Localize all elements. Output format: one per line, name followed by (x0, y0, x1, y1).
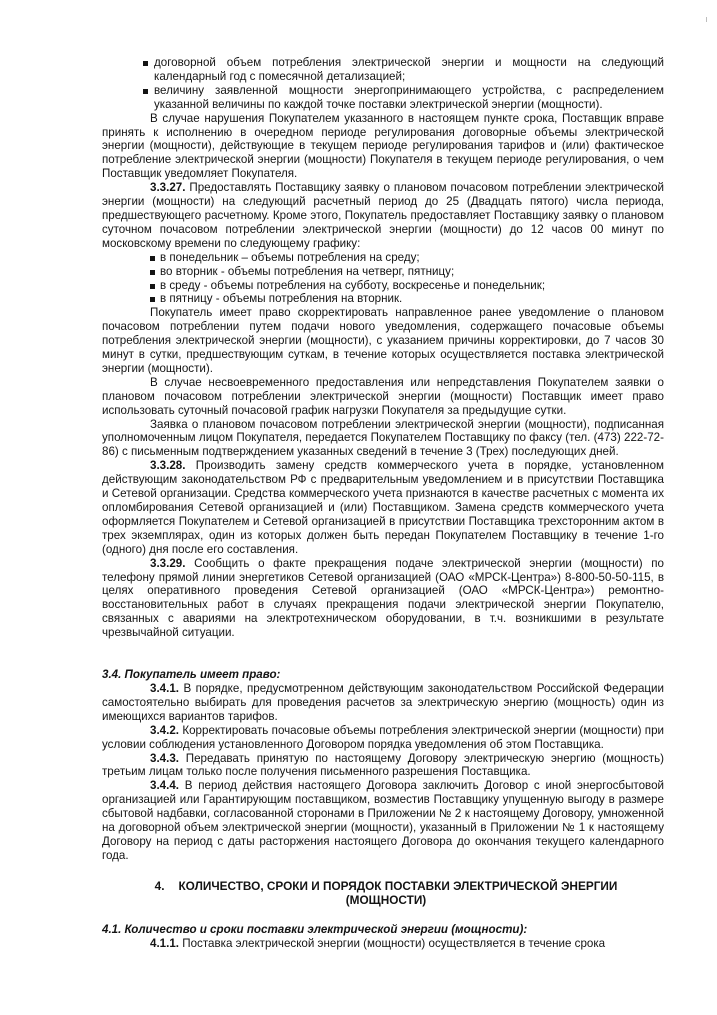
section-title-line-1: КОЛИЧЕСТВО, СРОКИ И ПОРЯДОК ПОСТАВКИ ЭЛЕКТРИЧЕСКОЙ ЭНЕРГИИ (178, 878, 618, 893)
paragraph-adjust: Покупатель имеет право скорректировать направленное ранее уведомление о плановом почасовом потреблении путем подачи нового уведомления, содержащего почасовые объемы потребления электрической энергии (мощности), с указанием причины корректировки, до 7 часов 30 минут в сутки, предшествующим суткам, в течение которых осуществляется поставка электрической энергии (мощности). (102, 306, 664, 375)
clause-3-3-29 (102, 557, 664, 640)
clause-number: 3.3.29. (150, 556, 186, 570)
clause-number: 3.4.1. (150, 681, 180, 695)
clause-3-3-28 (102, 459, 664, 556)
clause-3-3-27 (102, 181, 664, 251)
section-title-line-2: (МОЩНОСТИ) (345, 892, 427, 907)
clause-number: 3.4.4. (150, 779, 180, 793)
clause-4-1-1 (102, 937, 664, 951)
clause-number: 4.1.1. (150, 936, 180, 950)
bullet-icon (150, 256, 155, 261)
list-item: в понедельник – объемы потребления на среду; (102, 251, 664, 265)
bullet-icon (143, 61, 148, 66)
clause-text: Корректировать почасовые объемы потребления электрической энергии (мощности) при условии соблюдения установленного Договором порядка уведомления об этом Поставщика. (102, 723, 664, 751)
clause-number: 3.4.2. (150, 723, 180, 737)
clause-3-4-3 (102, 752, 664, 780)
clause-number: 3.3.27. (150, 181, 186, 195)
clause-text: Предоставлять Поставщику заявку о плановом почасовом потреблении электрической энергии (мощности) на следующий расчетный период до 25 (Двадцать пятого) числа периода, предшествующего расчетному. Кроме этого, Покупатель предоставляет Поставщику заявку о плановом суточном почасовом потреблении электрической энергии (мощности) до 12 часов 00 минут по московскому времени по следующему графику: (102, 181, 664, 250)
clause-text: Сообщить о факте прекращения подаче электрической энергии (мощности) по телефону прямой линии энергетиков Сетевой организацией (ОАО «МРСК-Центра») 8-800-50-50-115, в целях оперативного проведения Сетевой организацией (ОАО «МРСК-Центра») ремонтно-восстановительных работ в случаях прекращения подачи электрической энергии Покупателю, связанных с авариями на электротехническом оборудовании, в т.ч. возникшими в результате чрезвычайной ситуации. (102, 556, 664, 640)
bullet-icon (150, 284, 155, 289)
clause-3-4-2 (102, 724, 664, 752)
bullet-icon (150, 270, 155, 275)
clause-number: 3.3.28. (150, 459, 186, 473)
clause-text: Производить замену средств коммерческого учета в порядке, установленном действующим законодательством РФ с предварительным уведомлением и в присутствии Поставщика и Сетевой организации. Средства коммерческого учета признаются в качестве расчетных с момента их опломбирования Сетевой организацией и (или) Поставщиком. Замена средств коммерческого учета оформляется Покупателем и Сетевой организацией в присутствии Поставщика трехсторонним актом в трех экземплярах, один из которых должен быть передан Покупателем Поставщику в течение 1-го (одного) дня после его составления. (102, 459, 664, 556)
list-item: договорной объем потребления электрической энергии и мощности на следующий календарный год с помесячной детализацией; (102, 56, 664, 84)
clause-3-4-1 (102, 682, 664, 724)
subsection-heading-3-4: 3.4. Покупатель имеет право: (102, 668, 281, 682)
clause-text: Передавать принятую по настоящему Договору электрическую энергию (мощность) третьим лицам только после получения письменного разрешения Поставщика. (102, 751, 664, 779)
list-item: величину заявленной мощности энергопринимающего устройства, с распределением указанной величины по каждой точке поставки электрической энергии (мощности). (102, 84, 664, 112)
list-item: в пятницу - объемы потребления на вторник. (102, 292, 664, 306)
section-heading-4 (102, 879, 664, 907)
scan-corner-mark (702, 17, 707, 22)
document-page (102, 56, 664, 951)
clause-text: В порядке, предусмотренном действующим законодательством Российской Федерации самостоятельно выбирать для проведения расчетов за электрическую энергию (мощность) один из имеющихся вариантов тарифов. (102, 681, 664, 723)
list-item: в среду - объемы потребления на субботу, воскресенье и понедельник; (102, 279, 664, 293)
paragraph-violation: В случае нарушения Покупателем указанного в настоящем пункте срока, Поставщик вправе принять к исполнению в очередном периоде регулирования договорные объемы электрической энергии (мощности), действующие в текущем периоде регулирования тарифов и (или) фактическое потребление электрической энергии (мощности) Покупателя в текущем периоде регулирования, о чем Поставщик уведомляет Покупателя. (102, 111, 664, 181)
clause-text: В период действия настоящего Договора заключить Договор с иной энергосбытовой организацией или Гарантирующим поставщиком, возместив Поставщику упущенную выгоду в размере сбытовой надбавки, согласованной сторонами в Приложении № 2 к настоящему Договору, умноженной на договорной объем электрической энергии (мощности), указанный в Приложении № 1 к настоящему Договору на период с даты расторжения настоящего Договора до окончания текущего календарного года. (102, 779, 664, 862)
bullet-icon (150, 297, 155, 302)
clause-number: 3.4.3. (150, 751, 180, 765)
clause-3-4-4 (102, 779, 664, 862)
bullet-list-annual-volume (102, 56, 664, 112)
bullet-list-schedule (102, 251, 664, 307)
paragraph-late: В случае несвоевременного предоставления или непредставления Покупателем заявки о плановом почасовом потреблении электрической энергии (мощности) Поставщик имеет право использовать суточный почасовой график нагрузки Покупателя за предыдущие сутки. (102, 375, 664, 417)
clause-text: Поставка электрической энергии (мощности) осуществляется в течение срока (182, 936, 606, 950)
subsection-heading-4-1: 4.1. Количество и сроки поставки электрической энергии (мощности): (102, 922, 528, 936)
section-number: 4. (154, 878, 165, 893)
paragraph-fax: Заявка о плановом почасовом потреблении электрической энергии (мощности), подписанная уполномоченным лицом Покупателя, передается Покупателем Поставщику по факсу (тел. (473) 222-72-86) с письменным подтверждением указанных сведений в течение 3 (Трех) последующих дней. (102, 417, 664, 459)
list-item: во вторник - объемы потребления на четверг, пятницу; (102, 265, 664, 279)
bullet-icon (143, 89, 148, 94)
